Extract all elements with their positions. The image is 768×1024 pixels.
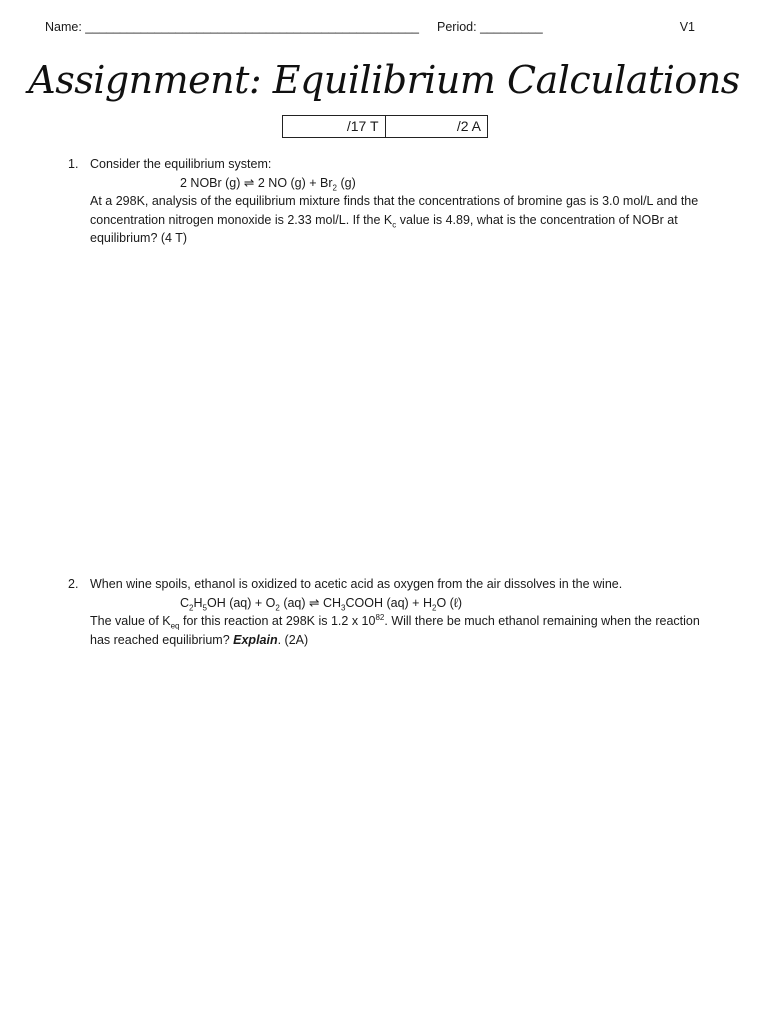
question-intro: When wine spoils, ethanol is oxidized to acetic acid as oxygen from the air dissolves in the wine. (90, 577, 623, 591)
text-part: . (2A) (277, 632, 309, 647)
question-number: 1. (68, 157, 79, 171)
application-score: /2 A (385, 116, 488, 137)
question-body (90, 155, 718, 248)
text-part: for this reaction at 298K is 1.2 x 10 (179, 614, 376, 628)
header (45, 20, 695, 38)
subscript: 3 (341, 603, 346, 612)
eq-left: 2 NOBr (g) (180, 175, 244, 190)
equation (180, 594, 718, 613)
period-field[interactable]: Period: _________ (437, 20, 543, 34)
thinking-score: /17 T (346, 118, 379, 134)
subscript: 2 (431, 603, 437, 612)
question-intro: Consider the equilibrium system: (90, 157, 272, 171)
eq-part: COOH (aq) + H (345, 595, 432, 610)
eq-part: (aq) (279, 595, 310, 610)
question-text (90, 192, 718, 248)
equilibrium-arrow-icon: ⇌ (243, 175, 255, 190)
text-part: At a 298K, analysis of the equilibrium mixture finds that the concentrations of bromine gas is 3.0 mol/L and the concentration nitrogen monoxide is 2.33 mol/L. If the K (90, 194, 699, 227)
question-2 (68, 575, 718, 649)
question-1 (68, 155, 718, 248)
name-field[interactable]: Name: ________________________________________________ (45, 20, 419, 34)
text-part: . Will there be much ethanol remaining when the reaction has reached equilibrium? (90, 614, 700, 647)
question-body (90, 575, 718, 649)
subscript: 5 (202, 603, 207, 612)
eq-right: 2 NO (g) + Br (254, 175, 333, 190)
eq-part: OH (aq) + O (206, 595, 276, 610)
eq-part: O (ℓ) (436, 595, 462, 610)
subscript: 2 (275, 603, 280, 612)
subscript: c (392, 220, 397, 229)
text-part: The value of K (90, 614, 171, 628)
question-number: 2. (68, 577, 79, 591)
eq-part: C (180, 595, 190, 610)
explain-emphasis: Explain (233, 632, 278, 647)
equilibrium-arrow-icon: ⇌ (309, 595, 320, 610)
version-label: V1 (679, 20, 695, 34)
question-text (90, 612, 718, 649)
eq-part: CH (319, 595, 342, 610)
eq-part: H (193, 595, 203, 610)
exponent: 82 (375, 612, 385, 622)
eq-right-end: (g) (337, 175, 356, 190)
subscript: 2 (332, 183, 337, 192)
text-part: value is 4.89, what is the concentration of NOBr at equilibrium? (4 T) (90, 212, 678, 245)
page-title: Assignment: Equilibrium Calculations (28, 58, 740, 102)
score-box (282, 115, 488, 138)
subscript: eq (170, 621, 180, 631)
subscript: 2 (189, 603, 194, 612)
equation (180, 174, 718, 193)
